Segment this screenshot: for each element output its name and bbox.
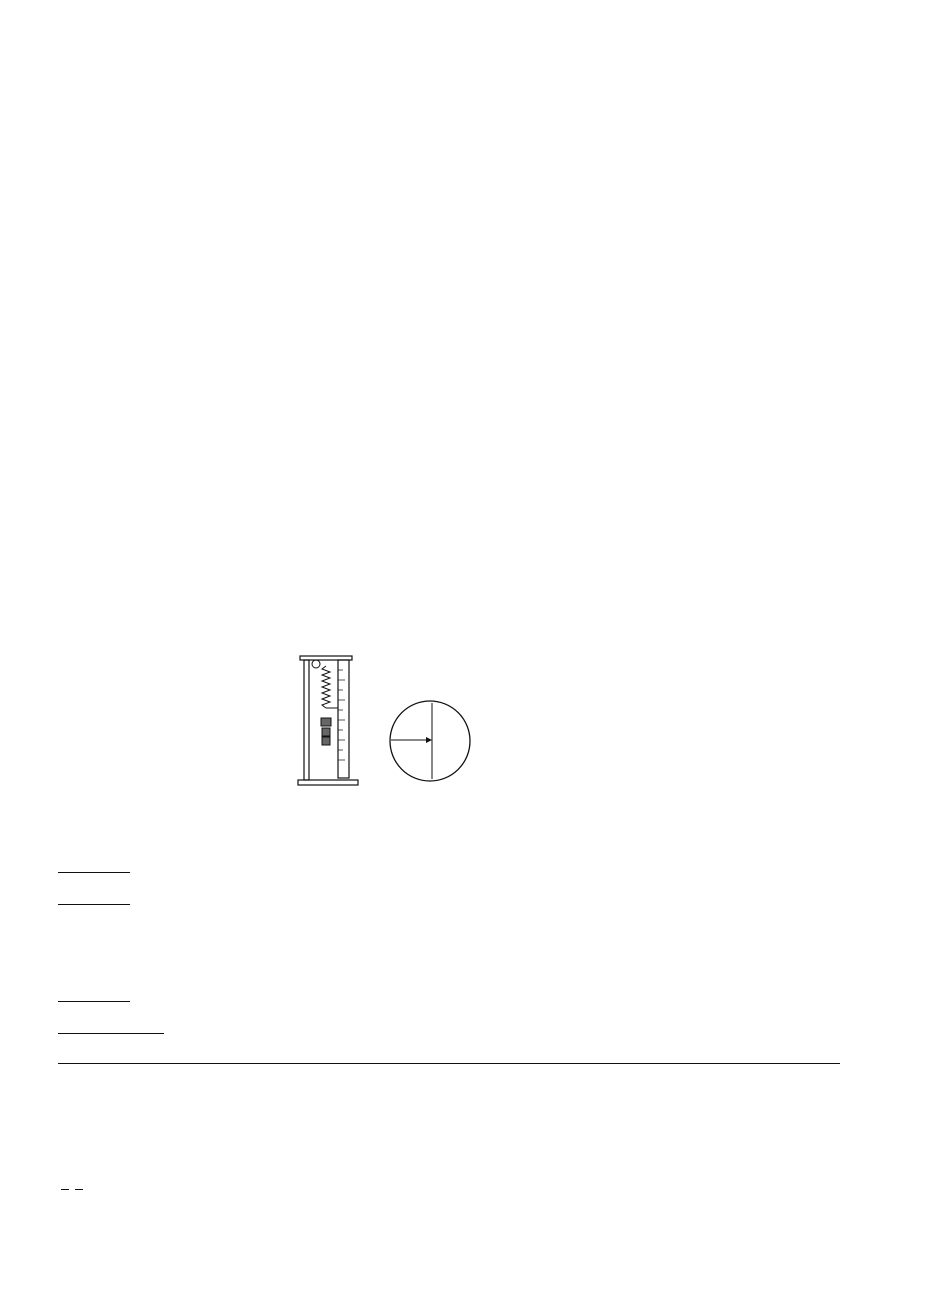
fraction-dF-dx <box>61 1189 69 1190</box>
figure-yi-scale <box>388 693 472 793</box>
example-intro <box>58 610 64 630</box>
q3-blank-1[interactable] <box>58 1019 164 1034</box>
analysis-line1 <box>58 1113 66 1133</box>
figure-bing-chart <box>492 650 652 792</box>
q3-blank-2[interactable] <box>58 1049 840 1064</box>
q2-line3 <box>58 987 130 1007</box>
q2-blank[interactable] <box>58 987 130 1002</box>
q1-blank-1[interactable] <box>58 858 130 873</box>
frac1-num <box>61 1189 69 1190</box>
q3-line2 <box>58 1049 840 1069</box>
analysis-line3 <box>58 1178 86 1201</box>
frac2-num <box>75 1189 83 1190</box>
fraction-value <box>75 1189 83 1190</box>
q1-line2 <box>58 858 130 878</box>
q1-blank-2[interactable] <box>58 890 130 905</box>
q1-line3 <box>58 890 130 916</box>
figure-jia-apparatus <box>290 640 370 800</box>
q3-line1 <box>58 1019 164 1039</box>
answer-line <box>58 1081 66 1101</box>
